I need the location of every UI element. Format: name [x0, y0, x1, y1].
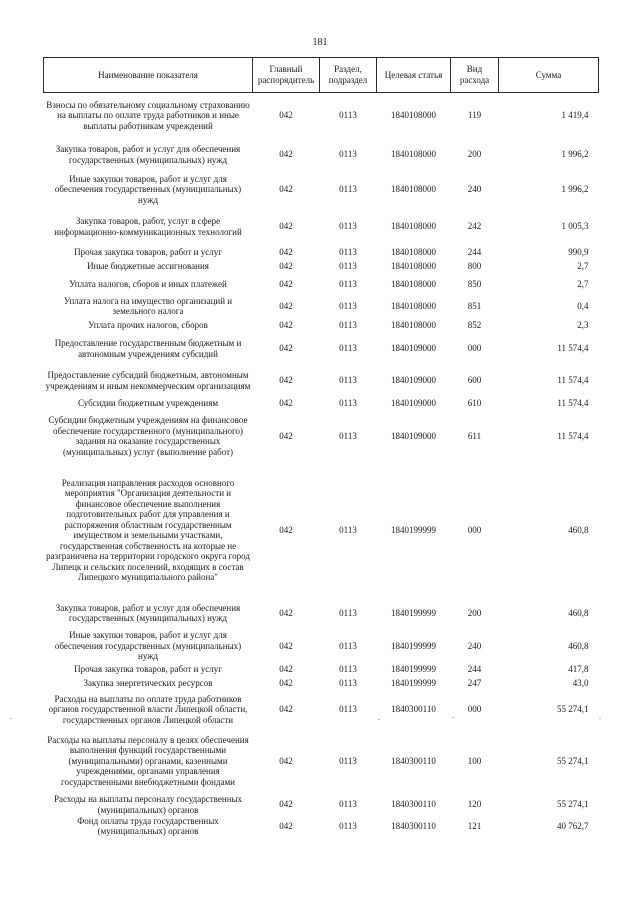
cell-amount: 417,8: [568, 664, 589, 675]
cell-section: 0113: [339, 524, 357, 535]
cell-grbs: 042: [279, 221, 293, 232]
cell-name: Закупка энергетических ресурсов: [83, 678, 213, 689]
cell-name: Расходы на выплаты по оплате труда работников органов государственной власти Липецкой области, государственных органов Липецкой области: [48, 693, 248, 725]
cell-grbs: 042: [279, 110, 293, 120]
cell-name: Иные бюджетные ассигнования: [87, 261, 209, 272]
cell-name: Субсидии бюджетным учреждениям на финансовое обеспечение государственного (муниципального) задания на оказание государственных (муниципальных) услуг (выполнение работ): [48, 415, 248, 457]
cell-type: 242: [467, 221, 482, 232]
table-row: [44, 597, 599, 630]
cell-amount: 1 996,2: [561, 184, 589, 195]
cell-section: 0113: [339, 704, 357, 715]
cell-type: 119: [467, 110, 482, 120]
cell-type: 200: [467, 149, 482, 160]
table-row: [44, 334, 599, 364]
header-section: Раздел, подраздел: [320, 58, 377, 93]
header-row: [44, 58, 599, 93]
table-row: [44, 93, 599, 138]
cell-section: 0113: [339, 799, 357, 810]
cell-section: 0113: [339, 149, 357, 160]
cell-grbs: 042: [279, 664, 293, 675]
cell-name: Закупка товаров, работ и услуг для обеспечения государственных (муниципальных) нужд: [55, 602, 241, 623]
table-body: [44, 93, 599, 837]
cell-amount: 460,8: [568, 640, 589, 651]
cell-article: 1840108000: [391, 184, 436, 195]
cell-type: 000: [467, 524, 482, 535]
cell-grbs: 042: [279, 678, 293, 689]
cell-type: 121: [467, 820, 482, 831]
cell-section: 0113: [339, 300, 357, 311]
cell-grbs: 042: [279, 820, 293, 831]
cell-section: 0113: [339, 110, 357, 120]
cell-grbs: 042: [279, 375, 293, 386]
cell-type: 200: [467, 607, 482, 618]
cell-type: 611: [467, 430, 482, 441]
cell-grbs: 042: [279, 640, 293, 651]
cell-article: 1840108000: [391, 149, 436, 160]
cell-section: 0113: [339, 247, 357, 258]
table-row: [44, 318, 599, 334]
cell-grbs: 042: [279, 149, 293, 160]
cell-type: 000: [467, 343, 482, 354]
cell-grbs: 042: [279, 704, 293, 715]
cell-section: 0113: [339, 278, 357, 289]
cell-name: Взносы по обязательному социальному страхованию на выплаты по оплате труда работников и иные выплаты работникам учреждений: [46, 99, 250, 131]
cell-type: 120: [467, 799, 482, 810]
cell-section: 0113: [339, 640, 357, 651]
cell-type: 600: [467, 375, 482, 386]
cell-amount: 1 005,3: [561, 221, 589, 232]
cell-article: 1840300110: [391, 755, 436, 766]
header-amount: Сумма: [499, 58, 599, 93]
cell-name: Расходы на выплаты персоналу государственных (муниципальных) органов: [53, 794, 243, 815]
table-row: [44, 816, 599, 837]
cell-amount: 55 274,1: [557, 704, 589, 715]
cell-article: 1840109000: [391, 343, 436, 354]
cell-name: Реализация направления расходов основного мероприятия "Организация деятельности и финансовое обеспечение выполнения подготовительных работ для управления и распоряжения областным государственным имуществом и земельными участками, государственная собственность на которые не разграничена на территории городского округа город Липецк и сельских поселений, входящих в состав Липецкого муниципального района": [46, 477, 250, 582]
table-row: [44, 274, 599, 295]
cell-article: 1840199999: [391, 664, 436, 675]
cell-article: 1840199999: [391, 678, 436, 689]
cell-amount: 1 996,2: [561, 149, 589, 160]
cell-grbs: 042: [279, 343, 293, 354]
cell-amount: 2,3: [577, 320, 589, 331]
cell-amount: 1 419,4: [561, 110, 589, 120]
cell-section: 0113: [339, 221, 357, 232]
cell-name: Фонд оплаты труда государственных (муниципальных) органов: [77, 815, 219, 836]
cell-grbs: 042: [279, 184, 293, 195]
cell-grbs: 042: [279, 524, 293, 535]
table-row: [44, 295, 599, 318]
cell-section: 0113: [339, 261, 357, 272]
scan-speck: [599, 718, 601, 719]
cell-article: 1840108000: [391, 320, 436, 331]
cell-article: 1840199999: [391, 640, 436, 651]
table-row: [44, 398, 599, 409]
cell-name: Иные закупки товаров, работ и услуг для обеспечения государственных (муниципальных) нужд: [54, 173, 242, 205]
table-header: [44, 58, 599, 93]
cell-type: 100: [467, 755, 482, 766]
cell-type: 247: [467, 678, 482, 689]
header-grbs: Главный распорядитель: [253, 58, 320, 93]
table-row: [44, 677, 599, 691]
table-row: [44, 260, 599, 274]
cell-type: 851: [467, 300, 482, 311]
cell-name: Закупка товаров, работ и услуг для обеспечения государственных (муниципальных) нужд: [55, 144, 241, 165]
cell-section: 0113: [339, 320, 357, 331]
cell-section: 0113: [339, 397, 357, 408]
cell-grbs: 042: [279, 278, 293, 289]
header-type: Вид расхода: [451, 58, 499, 93]
cell-amount: 40 762,7: [557, 820, 589, 831]
budget-table: [43, 57, 599, 837]
table-row: [44, 464, 599, 597]
cell-article: 1840108000: [391, 261, 436, 272]
cell-amount: 2,7: [577, 278, 589, 289]
cell-amount: 990,9: [568, 247, 589, 258]
cell-grbs: 042: [279, 247, 293, 258]
table-row: [44, 364, 599, 398]
cell-amount: 55 274,1: [557, 799, 589, 810]
table-row: [44, 208, 599, 246]
cell-grbs: 042: [279, 430, 293, 441]
header-article: Целевая статья: [377, 58, 451, 93]
cell-amount: 11 574,4: [557, 375, 589, 386]
cell-article: 1840108000: [391, 278, 436, 289]
cell-article: 1840300110: [391, 704, 436, 715]
cell-article: 1840108000: [391, 110, 436, 120]
cell-type: 244: [467, 247, 482, 258]
cell-type: 000: [467, 704, 482, 715]
cell-type: 850: [467, 278, 482, 289]
cell-grbs: 042: [279, 799, 293, 810]
cell-article: 1840300110: [391, 799, 436, 810]
cell-name: Уплата налогов, сборов и иных платежей: [69, 278, 227, 289]
cell-article: 1840108000: [391, 300, 436, 311]
scan-speck: [378, 719, 380, 720]
cell-name: Закупка товаров, работ, услуг в сфере информационно-коммуникационных технологий: [54, 216, 242, 237]
cell-name: Уплата прочих налогов, сборов: [88, 320, 208, 331]
cell-type: 244: [467, 664, 482, 675]
cell-amount: 11 574,4: [557, 343, 589, 354]
cell-grbs: 042: [279, 397, 293, 408]
page-number: 181: [312, 37, 328, 48]
cell-section: 0113: [339, 755, 357, 766]
cell-name: Расходы на выплаты персоналу в целях обеспечения выполнения функций государственными (муниципальными) органами, казенными учреждениями, органами управления государственными внебюджетными фондами: [47, 734, 249, 787]
cell-type: 610: [467, 397, 482, 408]
table-row: [44, 138, 599, 172]
cell-name: Иные закупки товаров, работ и услуг для обеспечения государственных (муниципальных) нужд: [54, 630, 242, 662]
cell-section: 0113: [339, 678, 357, 689]
cell-amount: 2,7: [577, 261, 589, 272]
cell-amount: 460,8: [568, 607, 589, 618]
cell-grbs: 042: [279, 755, 293, 766]
cell-article: 1840108000: [391, 221, 436, 232]
cell-type: 852: [467, 320, 482, 331]
cell-article: 1840109000: [391, 397, 436, 408]
header-name: Наименование показателя: [44, 58, 253, 93]
cell-section: 0113: [339, 375, 357, 386]
cell-type: 240: [467, 640, 482, 651]
cell-amount: 11 574,4: [557, 430, 589, 441]
cell-amount: 43,0: [572, 678, 589, 689]
cell-amount: 11 574,4: [557, 397, 589, 408]
cell-section: 0113: [339, 664, 357, 675]
table-row: [44, 630, 599, 663]
scan-speck: [10, 718, 12, 719]
cell-grbs: 042: [279, 261, 293, 272]
cell-section: 0113: [339, 430, 357, 441]
cell-section: 0113: [339, 820, 357, 831]
cell-name: Субсидии бюджетным учреждениям: [77, 397, 219, 408]
cell-type: 800: [467, 261, 482, 272]
table-row: [44, 729, 599, 794]
cell-article: 1840109000: [391, 375, 436, 386]
table-row: [44, 409, 599, 464]
cell-name: Предоставление субсидий бюджетным, автономным учреждениям и иным некоммерческим организациям: [45, 370, 251, 391]
cell-type: 240: [467, 184, 482, 195]
cell-amount: 55 274,1: [557, 755, 589, 766]
table-row: [44, 794, 599, 816]
scan-speck: [452, 717, 454, 718]
cell-article: 1840108000: [391, 247, 436, 258]
table-row: [44, 246, 599, 260]
cell-section: 0113: [339, 607, 357, 618]
cell-grbs: 042: [279, 607, 293, 618]
cell-section: 0113: [339, 343, 357, 354]
cell-amount: 0,4: [577, 300, 589, 311]
cell-article: 1840109000: [391, 430, 436, 441]
cell-name: Прочая закупка товаров, работ и услуг: [74, 247, 222, 258]
table-row: [44, 663, 599, 677]
cell-grbs: 042: [279, 320, 293, 331]
cell-name: Уплата налога на имущество организаций и земельного налога: [63, 295, 233, 316]
cell-grbs: 042: [279, 300, 293, 311]
cell-article: 1840300110: [391, 820, 436, 831]
cell-name: Прочая закупка товаров, работ и услуг: [74, 664, 222, 675]
cell-article: 1840199999: [391, 607, 436, 618]
cell-article: 1840199999: [391, 524, 436, 535]
cell-name: Предоставление государственным бюджетным и автономным учреждениям субсидий: [54, 338, 242, 359]
table-row: [44, 172, 599, 208]
table-row: [44, 691, 599, 729]
cell-amount: 460,8: [568, 524, 589, 535]
cell-section: 0113: [339, 184, 357, 195]
